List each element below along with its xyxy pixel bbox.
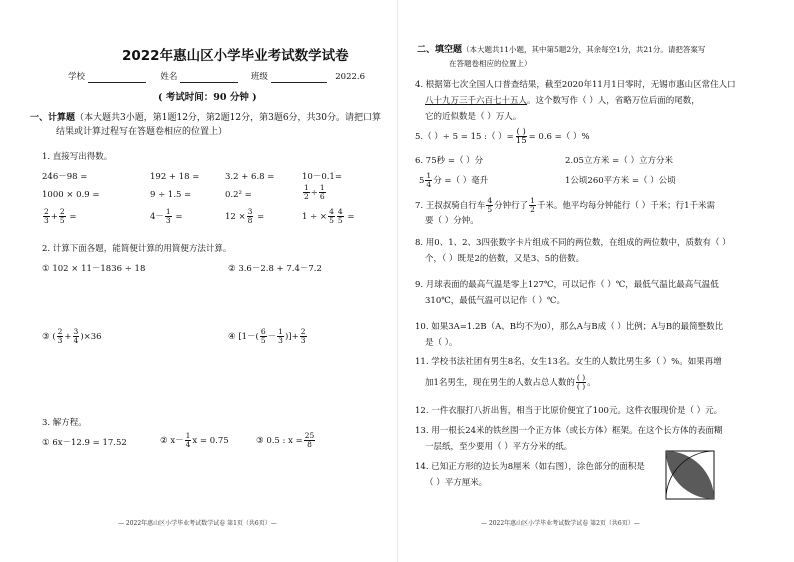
q1-r1-a: 246－98 = [42, 172, 88, 182]
exam-date: 2022.6 [335, 72, 366, 82]
shaded-square-figure [665, 450, 715, 500]
section1-heading: 一、计算题 [30, 113, 76, 123]
q3-b: ② x－ $\frac{1}{4}$ x = 0.75 [160, 431, 229, 449]
name-label: 姓名 [160, 72, 178, 82]
q7-line2: 要（ ）分钟。 [425, 216, 479, 226]
q1-r2-c: 0.2² = [225, 190, 252, 200]
page1-footer: — 2022年惠山区小学毕业考试数学试卷 第1页（共6页）— [118, 520, 277, 527]
q6-b: 2.05立方米 =（ ）立方分米 [565, 156, 673, 166]
q6-d: 1公顷260平方米 =（ ）公顷 [565, 176, 676, 186]
q5: 5.（ ）÷ 5 = 15 :（ ）= $\frac{( )}{15}$ = 0.6 =（ ）% [415, 127, 590, 146]
student-info-row [68, 72, 365, 83]
q1-r3-c: 12 × $\frac{3}{8}$ = [225, 207, 265, 225]
q1-r1-b: 192 + 18 = [150, 172, 200, 182]
section2-desc1: （本大题共11小题，其中第5题2分，其余每空1分，共21分。请把答案写 [462, 45, 706, 54]
exam-title: 2022年惠山区小学毕业考试数学试卷 [122, 48, 349, 64]
exam-time: ( 考试时间：90 分钟 ) [158, 92, 257, 103]
q4-line1: 4. 根据第七次全国人口普查结果，截至2020年11月1日零时，无锡市惠山区常住人口 [415, 80, 736, 90]
section1-desc1: （本大题共3小题，第1题12分，第2题12分，第3题6分，共30分。请把口算 [75, 113, 382, 123]
q14-line2: （ ）平方厘米。 [425, 478, 488, 488]
q1-r2-d: $\frac{1}{2}$ ÷ $\frac{1}{6}$ [304, 183, 325, 201]
q8-line2: 个，（ ）既是2的倍数，又是3、5的倍数。 [425, 254, 585, 264]
name-field[interactable] [180, 73, 238, 83]
q4-underlined-number: 八十九万三千六百七十五人 [425, 96, 528, 106]
q2-a: ① 102 × 11－1836 ÷ 18 [42, 264, 146, 274]
right-page [397, 0, 794, 562]
q1-r3-b: 4－ $\frac{1}{3}$ = [150, 207, 183, 225]
q9-line2: 310℃，最低气温可以记作（ ）℃。 [425, 296, 565, 306]
q3-prompt: 3. 解方程。 [42, 418, 87, 428]
q13-line1: 13. 用一根长24米的铁丝围一个正方体（或长方体）框架。在这个长方体的表面糊 [415, 426, 723, 436]
school-label: 学校 [68, 72, 86, 82]
q4-line2: 八十九万三千六百七十五人。这个数写作（ ）人，省略万位后面的尾数， [425, 96, 700, 106]
q8-line1: 8. 用0、1、2、3四张数字卡片组成不同的两位数，在组成的两位数中，质数有（ ） [415, 238, 731, 248]
q1-r1-d: 10－0.1= [302, 172, 342, 182]
section1-desc2: 结果或计算过程写在答题卷相应的位置上） [56, 127, 228, 137]
q12: 12. 一件衣服打八折出售，相当于比原价便宜了100元。这件衣服现价是（ ）元。 [415, 406, 723, 416]
class-field[interactable] [271, 73, 327, 83]
q3-a: ① 6x－12.9 = 17.52 [42, 438, 127, 448]
q6-a: 6. 75秒 =（ ）分 [415, 156, 484, 166]
q10-line1: 10. 如果3A=1.2B（A、B均不为0），那么A与B成（ ）比例；A与B的最简整数比 [415, 322, 724, 332]
q13-line2: 一层纸，至少要用（ ）平方分米的纸。 [425, 442, 573, 452]
q14-line1: 14. 已知正方形的边长为8厘米（如右图），涂色部分的面积是 [415, 462, 645, 472]
q11-line1: 11. 学校书法社团有男生8名，女生13名。女生的人数比男生多（ ）%。如果再增 [415, 357, 722, 367]
q6-c: 5 $\frac{1}{4}$ 分 =（ ）毫升 [419, 171, 489, 189]
school-field[interactable] [88, 73, 146, 83]
q1-prompt: 1. 直接写出得数。 [42, 152, 113, 162]
class-label: 班级 [250, 72, 268, 82]
q9-line1: 9. 月球表面的最高气温是零上127℃，可以记作（ ）℃，最低气温比最高气温低 [415, 280, 719, 290]
q2-c: ③ ( $\frac{2}{3}$ + $\frac{3}{4}$ )×36 [42, 327, 102, 345]
q2-prompt: 2. 计算下面各题，能简便计算的用简便方法计算。 [42, 244, 232, 254]
section2-heading: 二、填空题 [417, 45, 463, 55]
section1-line1 [30, 112, 381, 124]
q4-line3: 它的近似数是（ ）万人。 [425, 112, 522, 122]
page2-footer: — 2022年惠山区小学毕业考试数学试卷 第2页（共6页）— [481, 520, 640, 527]
q1-r2-a: 1000 × 0.9 = [42, 190, 100, 200]
fraction-1-6: $\frac{1}{6}$ [319, 183, 325, 201]
q1-r3-d: 1 ÷ × $\frac{4}{5}$ $\frac{4}{5}$ = [302, 207, 355, 225]
section2-line1 [417, 44, 705, 56]
q1-r2-b: 9 ÷ 1.5 = [150, 190, 192, 200]
q7-line1: 7. 王叔叔骑自行车 $\frac{4}{5}$ 分钟行了 $\frac{1}{2}$ 千米。他平均每分钟能行（ ）千米；行1千米需 [415, 196, 716, 214]
q1-r3-a: $\frac{2}{3}$ + $\frac{2}{5}$ = [44, 207, 77, 225]
q10-line2: 是（ ）。 [425, 338, 458, 348]
section2-desc2: 在答题卷相应的位置上） [449, 59, 532, 68]
fraction-1-2: $\frac{1}{2}$ [304, 183, 309, 201]
q11-line2: 加1名男生，现在男生的人数占总人数的 $\frac{( )}{( )}$ 。 [425, 373, 596, 391]
q3-c: ③ 0.5 : x = $\frac{25}{8}$ [256, 431, 315, 449]
q2-d: ④ [1－( $\frac{6}{5}$ － $\frac{1}{3}$ )]+ $\frac{2}{3}$ [228, 327, 306, 345]
q2-b: ② 3.6－2.8 + 7.4－7.2 [228, 264, 322, 274]
q1-r1-c: 3.2 + 6.8 = [225, 172, 275, 182]
